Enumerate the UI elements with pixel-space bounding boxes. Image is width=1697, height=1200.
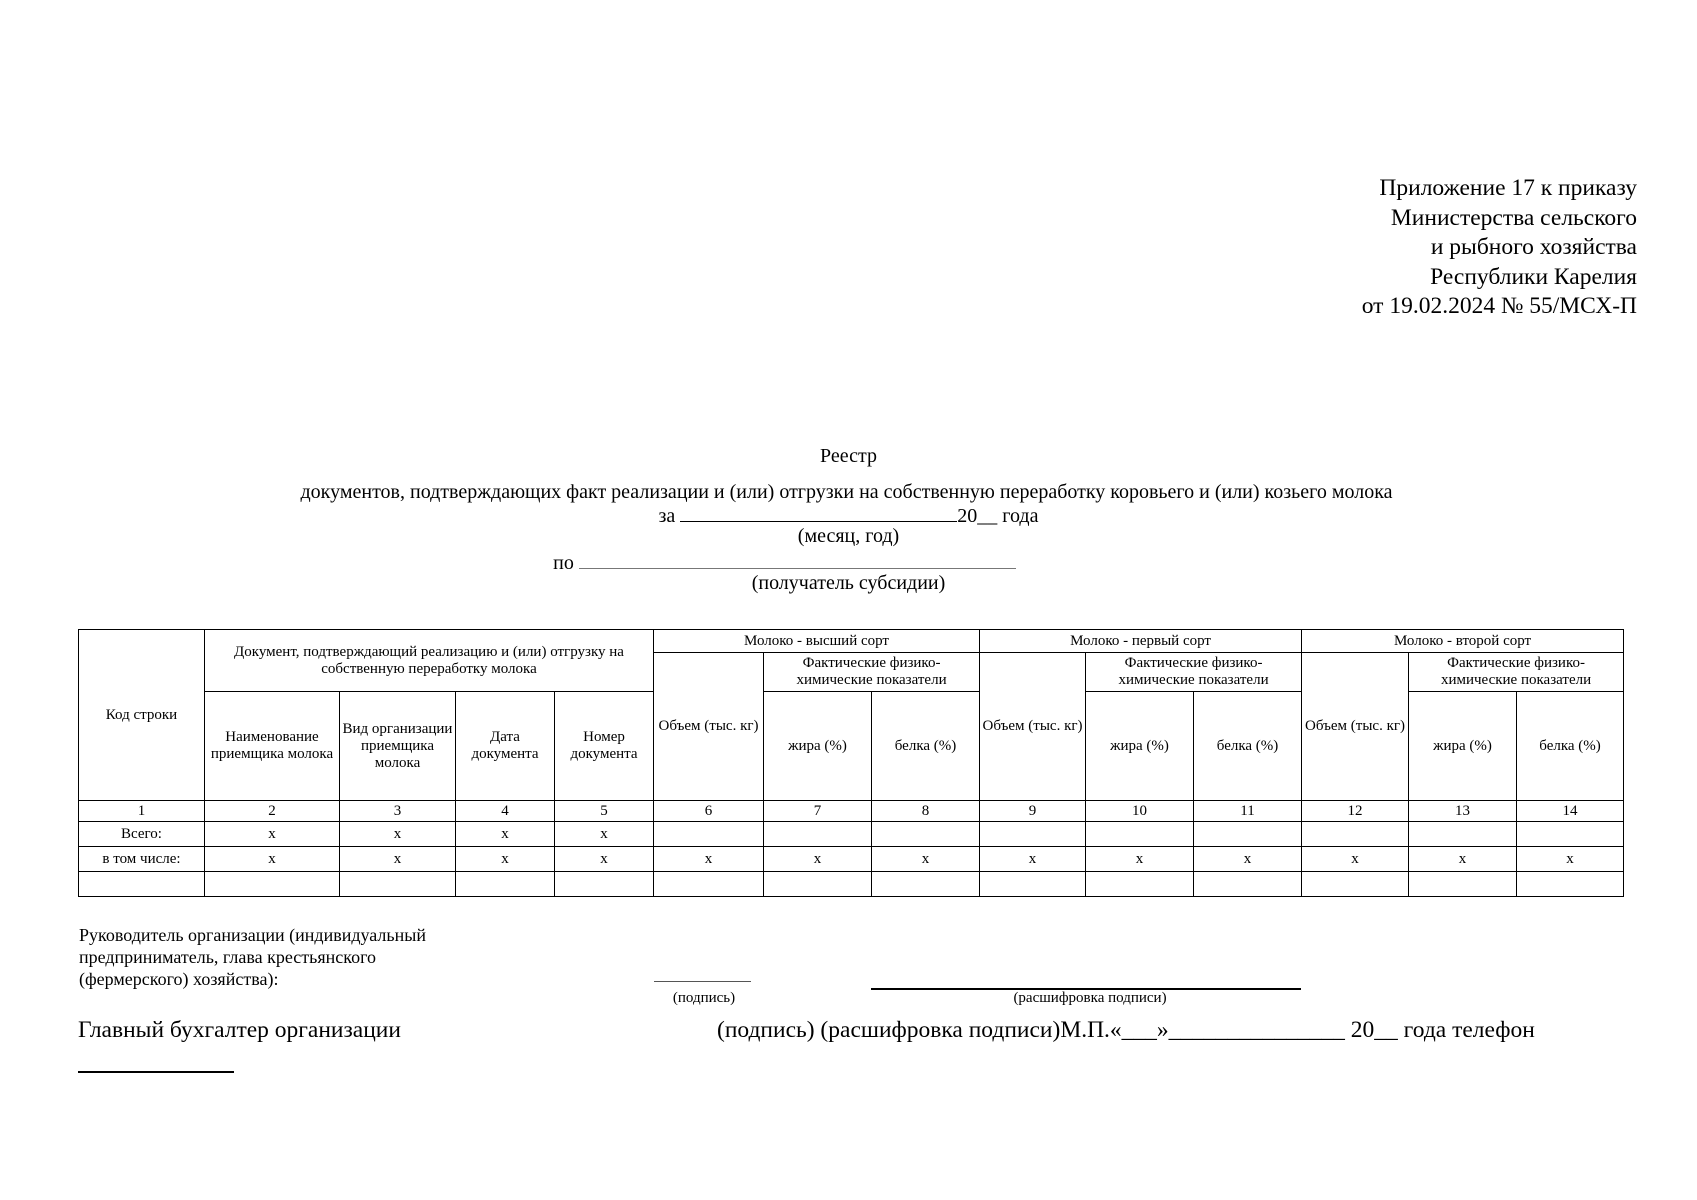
table-cell[interactable]: x	[555, 822, 654, 847]
table-cell[interactable]	[1409, 872, 1517, 897]
table-cell[interactable]: x	[456, 847, 555, 872]
table-cell[interactable]	[1194, 872, 1302, 897]
table-cell[interactable]	[980, 822, 1086, 847]
phone-blank[interactable]	[78, 1071, 234, 1073]
document-subtitle: документов, подтверждающих факт реализации и (или) отгрузки на собственную переработку коровьего и (или) козьего молока	[300, 481, 1393, 503]
signature-blank[interactable]	[654, 981, 751, 982]
doc-group-header: Документ, подтверждающий реализацию и (или) отгрузку на собственную переработку молока	[205, 630, 654, 692]
receiver-name-header: Наименование приемщика молока	[205, 692, 340, 801]
fat-header: жира (%)	[1086, 692, 1194, 801]
period-year: 20__ года	[957, 505, 1039, 527]
appendix-line: Приложение 17 к приказу	[1379, 175, 1637, 201]
table-cell[interactable]	[872, 822, 980, 847]
table-cell[interactable]: x	[1086, 847, 1194, 872]
table-cell[interactable]	[1086, 822, 1194, 847]
table-cell[interactable]	[1086, 872, 1194, 897]
recipient-caption: (получатель субсидии)	[751, 572, 946, 594]
signature-decode-caption: (расшифровка подписи)	[1013, 990, 1167, 1006]
recipient-line	[0, 552, 1633, 574]
column-number: 7	[764, 801, 872, 822]
table-cell[interactable]: x	[340, 847, 456, 872]
row-label	[79, 872, 205, 897]
table-cell[interactable]: x	[1302, 847, 1409, 872]
table-cell[interactable]: x	[205, 822, 340, 847]
column-number: 3	[340, 801, 456, 822]
head-signature-label	[79, 924, 599, 990]
volume-header: Объем (тыс. кг)	[1302, 653, 1409, 801]
column-number: 14	[1517, 801, 1624, 822]
recipient-prefix: по	[553, 552, 574, 574]
fat-header: жира (%)	[1409, 692, 1517, 801]
table-cell[interactable]	[872, 872, 980, 897]
fat-header: жира (%)	[764, 692, 872, 801]
column-number: 13	[1409, 801, 1517, 822]
table-cell[interactable]	[1409, 822, 1517, 847]
table-cell[interactable]	[764, 822, 872, 847]
table-cell[interactable]	[1302, 872, 1409, 897]
doc-date-header: Дата документа	[456, 692, 555, 801]
table-row	[79, 872, 1624, 897]
column-number: 9	[980, 801, 1086, 822]
grade-header-premium: Молоко - высший сорт	[654, 630, 980, 653]
table-cell[interactable]	[1302, 822, 1409, 847]
registry-table	[78, 629, 1624, 897]
appendix-line: и рыбного хозяйства	[1430, 234, 1637, 260]
table-cell[interactable]: x	[980, 847, 1086, 872]
appendix-header	[1117, 174, 1637, 322]
head-signature-line: предприниматель, глава крестьянского	[79, 947, 377, 967]
table-cell[interactable]	[1194, 822, 1302, 847]
table-cell[interactable]: x	[654, 847, 764, 872]
table-cell[interactable]: x	[205, 847, 340, 872]
volume-header: Объем (тыс. кг)	[654, 653, 764, 801]
table-cell[interactable]	[654, 872, 764, 897]
period-prefix: за	[658, 505, 676, 527]
protein-header: белка (%)	[1517, 692, 1624, 801]
receiver-type-header: Вид организации приемщика молока	[340, 692, 456, 801]
row-label: в том числе:	[79, 847, 205, 872]
volume-header: Объем (тыс. кг)	[980, 653, 1086, 801]
grade-header-second: Молоко - второй сорт	[1302, 630, 1624, 653]
head-signature-line: Руководитель организации (индивидуальный	[79, 925, 426, 945]
head-signature-line: (фермерского) хозяйства):	[79, 969, 279, 989]
table-cell[interactable]: x	[555, 847, 654, 872]
table-row	[79, 847, 1624, 872]
code-header: Код строки	[79, 630, 205, 801]
column-number: 11	[1194, 801, 1302, 822]
appendix-line: Республики Карелия	[1430, 263, 1637, 290]
column-number-row	[79, 801, 1624, 822]
protein-header: белка (%)	[1194, 692, 1302, 801]
column-number: 6	[654, 801, 764, 822]
indicators-header: Фактические физико-химические показатели	[764, 653, 980, 692]
table-cell[interactable]: x	[1517, 847, 1624, 872]
period-month-blank[interactable]	[680, 503, 957, 522]
column-number: 1	[79, 801, 205, 822]
appendix-line: от 19.02.2024 № 55/МСХ-П	[1361, 293, 1637, 319]
table-cell[interactable]: x	[1194, 847, 1302, 872]
column-number: 4	[456, 801, 555, 822]
table-cell[interactable]: x	[456, 822, 555, 847]
table-cell[interactable]	[340, 872, 456, 897]
column-number: 12	[1302, 801, 1409, 822]
table-cell[interactable]	[1517, 872, 1624, 897]
doc-number-header: Номер документа	[555, 692, 654, 801]
indicators-header: Фактические физико-химические показатели	[1409, 653, 1624, 692]
period-line	[0, 503, 1697, 527]
document-title: Реестр	[820, 445, 877, 467]
table-cell[interactable]: x	[1409, 847, 1517, 872]
indicators-header: Фактические физико-химические показатели	[1086, 653, 1302, 692]
appendix-line: Министерства сельского	[1390, 204, 1637, 231]
grade-header-first: Молоко - первый сорт	[980, 630, 1302, 653]
column-number: 10	[1086, 801, 1194, 822]
column-number: 5	[555, 801, 654, 822]
row-label: Всего:	[79, 822, 205, 847]
table-cell[interactable]	[980, 872, 1086, 897]
table-cell[interactable]	[1517, 822, 1624, 847]
column-number: 8	[872, 801, 980, 822]
recipient-blank[interactable]	[579, 552, 1016, 569]
period-caption: (месяц, год)	[797, 525, 900, 547]
table-cell[interactable]: x	[340, 822, 456, 847]
signature-caption: (подпись)	[672, 990, 736, 1006]
table-cell[interactable]	[654, 822, 764, 847]
table-cell[interactable]	[555, 872, 654, 897]
table-cell[interactable]	[205, 872, 340, 897]
table-cell[interactable]: x	[764, 847, 872, 872]
accountant-signature-line: (подпись) (расшифровка подписи)М.П.«___»_______________ 20__ года телефон	[717, 1017, 1535, 1043]
accountant-label: Главный бухгалтер организации	[78, 1017, 401, 1043]
table-cell[interactable]	[456, 872, 555, 897]
table-cell[interactable]	[764, 872, 872, 897]
protein-header: белка (%)	[872, 692, 980, 801]
column-number: 2	[205, 801, 340, 822]
table-cell[interactable]: x	[872, 847, 980, 872]
table-row	[79, 822, 1624, 847]
